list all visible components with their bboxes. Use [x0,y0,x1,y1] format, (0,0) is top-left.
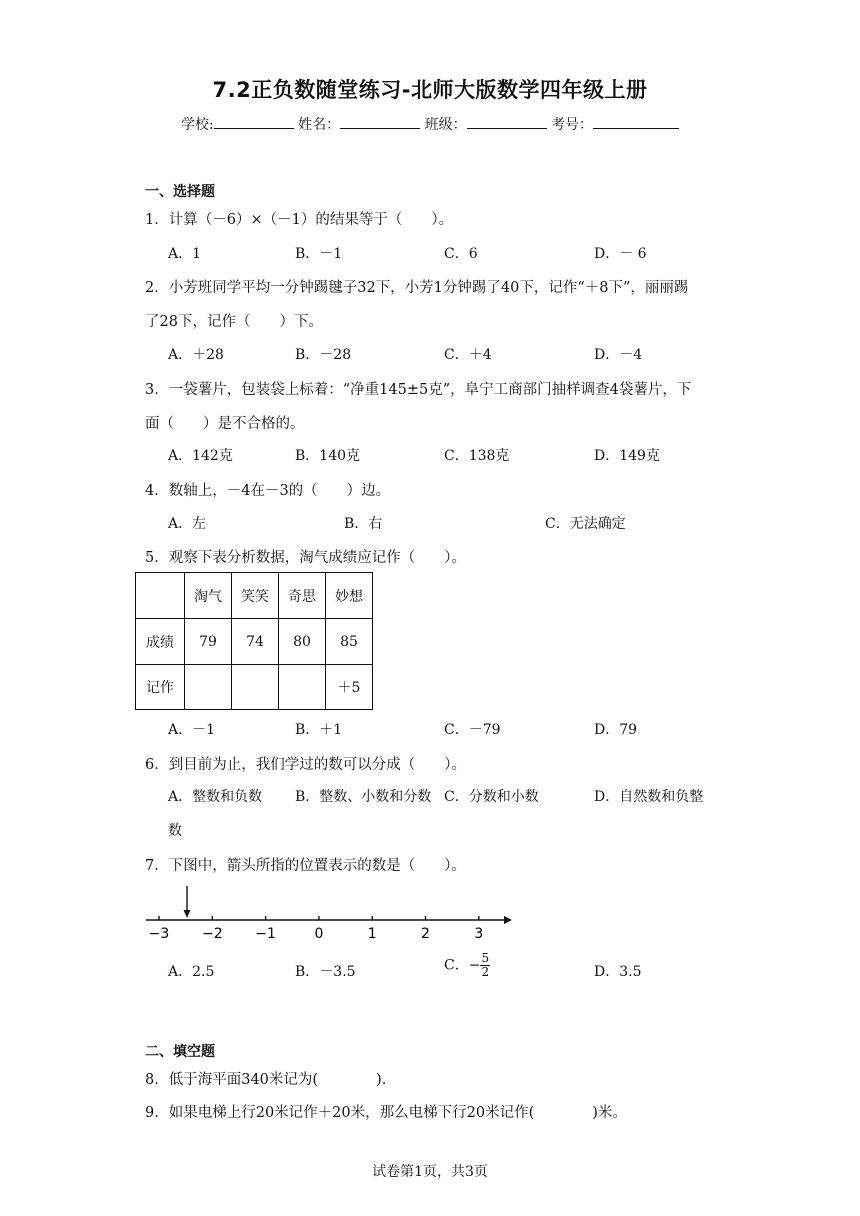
table-header-cell: 笑笑 [232,573,279,619]
question-9: 9．如果电梯上行20米记作＋20米，那么电梯下行20米记作( )米。 [145,1105,627,1121]
q2-option-b: B．－28 [295,347,352,363]
q6-option-c: C．分数和小数 [444,789,539,805]
number-line-arrowhead [504,916,512,924]
page-title: 7.2正负数随堂练习-北师大版数学四年级上册 [212,78,648,102]
fraction-denominator: 2 [481,965,490,979]
q5-option-d: D．79 [594,722,638,738]
table-header-cell: 奇思 [279,573,326,619]
q4-option-b: B．右 [344,516,383,532]
q3-option-c: C．138克 [444,448,510,464]
class-label: 班级： [424,117,467,133]
table-header-cell [136,573,185,619]
name-label: 姓名： [298,117,341,133]
q6-option-a: A．整数和负数 [168,789,263,805]
q7-option-a: A．2.5 [168,964,215,980]
table-row [136,665,373,710]
q3-option-b: B．140克 [295,448,361,464]
fraction-numerator: 5 [481,951,490,965]
student-info-line [0,113,860,134]
question-8: 8．低于海平面340米记为( ). [145,1072,387,1088]
q1-option-a: A．1 [168,246,202,262]
table-cell [185,665,232,710]
page-footer: 试卷第1页，共3页 [372,1164,488,1180]
q2-option-c: C．＋4 [444,347,492,363]
q7-option-d: D．3.5 [594,964,642,980]
section-heading-choice: 一、选择题 [145,184,215,200]
q2-option-a: A．＋28 [168,347,224,363]
q5-option-a: A．－1 [168,722,216,738]
table-cell [279,665,326,710]
number-line-tick-label: 1 [367,926,377,942]
q3-option-a: A．142克 [168,448,233,464]
table-header-cell: 妙想 [326,573,373,619]
question-4: 4．数轴上，－4在－3的（ ）边。 [145,483,391,499]
q6-option-d: D．自然数和负整 [594,789,704,805]
q1-option-b: B．－1 [295,246,343,262]
q7-option-c [444,952,490,979]
question-7: 7．下图中，箭头所指的位置表示的数是（ ）。 [145,858,466,874]
table-cell: ＋5 [326,665,373,710]
question-2-line-1: 2．小芳班同学平均一分钟踢毽子32下，小芳1分钟踢了40下，记作“＋8下”，丽丽踢 [145,280,689,296]
table-row [136,619,373,665]
number-line-tick-label: −3 [148,926,170,942]
question-2-line-2: 了28下，记作（ ）下。 [145,314,323,330]
section-heading-fill-in: 二、填空题 [145,1044,215,1060]
table-cell: 79 [185,619,232,665]
question-3-line-2: 面（ ）是不合格的。 [145,416,305,432]
number-line-figure [140,882,520,944]
q5-option-b: B．＋1 [295,722,343,738]
q4-option-c: C．无法确定 [545,516,626,532]
fraction [480,952,490,979]
table-cell: 记作 [136,665,185,710]
table-cell [232,665,279,710]
pointer-arrow-head [184,910,191,918]
q6-option-b: B．整数、小数和分数 [295,789,432,805]
table-header-cell: 淘气 [185,573,232,619]
number-line-tick-label: 2 [421,926,430,942]
school-label: 学校: [180,117,214,133]
exam-number-label: 考号： [551,117,594,133]
name-blank [340,113,420,129]
question-3-line-1: 3．一袋薯片，包装袋上标着：“净重145±5克”，阜宁工商部门抽样调查4袋薯片，下 [145,382,692,398]
school-blank [214,113,294,129]
number-line-tick-label: −1 [255,926,276,942]
q4-option-a: A．左 [168,516,207,532]
question-5: 5．观察下表分析数据，淘气成绩应记作（ ）。 [145,550,466,566]
number-line-tick-label: 3 [474,926,484,942]
q5-option-c: C．－79 [444,722,501,738]
table-cell: 74 [232,619,279,665]
q1-option-d: D．－ 6 [594,246,647,262]
table-cell: 80 [279,619,326,665]
table-cell: 85 [326,619,373,665]
exam-number-blank [593,113,679,129]
q6-option-d-continued: 数 [168,823,182,839]
q7-option-c-prefix: C．− [444,957,481,974]
class-blank [467,113,547,129]
number-line-tick-label: −2 [201,926,223,942]
q2-option-d: D．－4 [594,347,643,363]
number-line-tick-label: 0 [314,926,324,942]
q1-option-c: C．6 [444,246,478,262]
q7-option-b: B．－3.5 [295,964,356,980]
question-1: 1．计算（－6）×（－1）的结果等于（ ）。 [145,212,454,228]
question-6: 6．到目前为止，我们学过的数可以分成（ ）。 [145,757,466,773]
q3-option-d: D．149克 [594,448,660,464]
table-header-row [136,573,373,619]
table-cell: 成绩 [136,619,185,665]
score-table [135,572,373,710]
